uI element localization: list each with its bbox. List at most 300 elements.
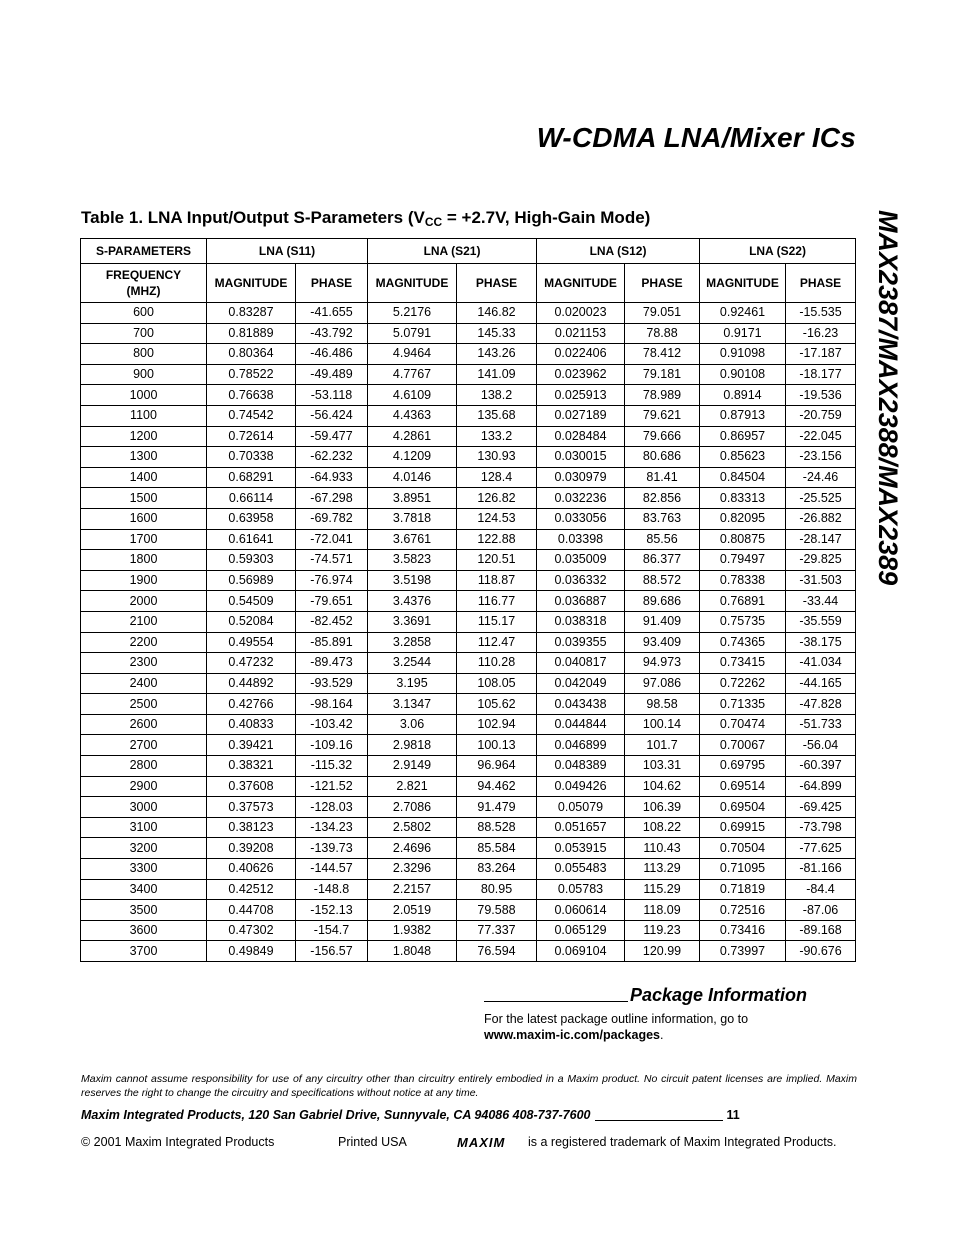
value-cell: 0.038318 [537,611,625,632]
value-cell: 100.13 [457,735,537,756]
value-cell: 0.036887 [537,591,625,612]
frequency-cell: 1900 [81,570,207,591]
frequency-cell: 3300 [81,859,207,880]
value-cell: -47.828 [786,694,856,715]
value-cell: 0.065129 [537,920,625,941]
footer-address-line [81,1108,857,1122]
value-cell: 1.9382 [368,920,457,941]
value-cell: 115.29 [625,879,700,900]
value-cell: 0.03398 [537,529,625,550]
value-cell: 82.856 [625,488,700,509]
frequency-cell: 2100 [81,611,207,632]
trademark-notice: is a registered trademark of Maxim Integrated Products. [528,1135,837,1149]
value-cell: 0.61641 [207,529,296,550]
value-cell: 0.030979 [537,467,625,488]
value-cell: 3.4376 [368,591,457,612]
value-cell: 0.69514 [700,776,786,797]
value-cell: 0.030015 [537,447,625,468]
value-cell: 2.7086 [368,797,457,818]
value-cell: 0.035009 [537,550,625,571]
value-cell: 3.1347 [368,694,457,715]
frequency-cell: 3400 [81,879,207,900]
value-cell: -156.57 [296,941,368,962]
value-cell: 103.31 [625,756,700,777]
package-url-suffix: . [660,1028,664,1042]
frequency-cell: 2500 [81,694,207,715]
frequency-cell: 2200 [81,632,207,653]
table-row [81,879,856,900]
frequency-cell: 2300 [81,653,207,674]
value-cell: -56.424 [296,405,368,426]
table-row [81,673,856,694]
header-s21-magnitude: MAGNITUDE [368,264,457,303]
frequency-cell: 1000 [81,385,207,406]
value-cell: 146.82 [457,303,537,324]
value-cell: 0.055483 [537,859,625,880]
value-cell: 0.37608 [207,776,296,797]
value-cell: -41.034 [786,653,856,674]
value-cell: -89.168 [786,920,856,941]
table-row [81,776,856,797]
value-cell: -28.147 [786,529,856,550]
table-row [81,529,856,550]
value-cell: 118.87 [457,570,537,591]
value-cell: 100.14 [625,714,700,735]
value-cell: 0.66114 [207,488,296,509]
table-row [81,920,856,941]
value-cell: 0.83287 [207,303,296,324]
value-cell: -121.52 [296,776,368,797]
s-parameters-table [80,238,856,962]
value-cell: -85.891 [296,632,368,653]
table-row [81,344,856,365]
value-cell: 0.44892 [207,673,296,694]
value-cell: -79.651 [296,591,368,612]
frequency-cell: 2800 [81,756,207,777]
value-cell: 0.044844 [537,714,625,735]
frequency-cell: 3500 [81,900,207,921]
header-lna-s21: LNA (S21) [368,239,537,264]
value-cell: -84.4 [786,879,856,900]
value-cell: -74.571 [296,550,368,571]
header-s12-phase: PHASE [625,264,700,303]
value-cell: 88.572 [625,570,700,591]
frequency-cell: 3700 [81,941,207,962]
value-cell: 104.62 [625,776,700,797]
maxim-logo [457,1135,519,1152]
table-row [81,900,856,921]
value-cell: 128.4 [457,467,537,488]
frequency-cell: 1300 [81,447,207,468]
value-cell: 0.049426 [537,776,625,797]
frequency-cell: 1800 [81,550,207,571]
printed-usa: Printed USA [338,1135,407,1149]
value-cell: -49.489 [296,364,368,385]
value-cell: -53.118 [296,385,368,406]
value-cell: 0.022406 [537,344,625,365]
value-cell: 0.47302 [207,920,296,941]
value-cell: -41.655 [296,303,368,324]
value-cell: 108.05 [457,673,537,694]
value-cell: -31.503 [786,570,856,591]
value-cell: 0.05783 [537,879,625,900]
value-cell: -35.559 [786,611,856,632]
value-cell: 0.78338 [700,570,786,591]
value-cell: 0.042049 [537,673,625,694]
footer-rule [595,1108,723,1121]
frequency-cell: 1500 [81,488,207,509]
value-cell: 80.95 [457,879,537,900]
value-cell: -20.759 [786,405,856,426]
value-cell: 1.8048 [368,941,457,962]
value-cell: 94.462 [457,776,537,797]
package-information-title: Package Information [630,985,808,1005]
frequency-cell: 1700 [81,529,207,550]
value-cell: 113.29 [625,859,700,880]
value-cell: 0.73997 [700,941,786,962]
package-information-description: For the latest package outline information, go to [484,1012,749,1026]
value-cell: 0.69795 [700,756,786,777]
frequency-cell: 1100 [81,405,207,426]
value-cell: 0.70504 [700,838,786,859]
value-cell: 0.91098 [700,344,786,365]
value-cell: 0.79497 [700,550,786,571]
value-cell: 0.025913 [537,385,625,406]
maxim-logo-text: MAXIM [457,1135,506,1149]
value-cell: -98.164 [296,694,368,715]
value-cell: 0.37573 [207,797,296,818]
value-cell: 0.021153 [537,323,625,344]
value-cell: 0.9171 [700,323,786,344]
value-cell: 0.92461 [700,303,786,324]
package-information-text [484,1011,748,1043]
value-cell: -17.187 [786,344,856,365]
frequency-cell: 2400 [81,673,207,694]
header-frequency [81,264,207,303]
value-cell: 0.74365 [700,632,786,653]
caption-suffix: = +2.7V, High-Gain Mode) [442,208,651,227]
value-cell: 2.3296 [368,859,457,880]
value-cell: 0.42512 [207,879,296,900]
value-cell: 0.82095 [700,508,786,529]
value-cell: 0.046899 [537,735,625,756]
value-cell: 2.0519 [368,900,457,921]
value-cell: 3.5198 [368,570,457,591]
header-lna-s22: LNA (S22) [700,239,856,264]
header-s22-magnitude: MAGNITUDE [700,264,786,303]
value-cell: -134.23 [296,817,368,838]
value-cell: 0.040817 [537,653,625,674]
frequency-cell: 2600 [81,714,207,735]
value-cell: 3.3691 [368,611,457,632]
value-cell: 3.2544 [368,653,457,674]
table-row [81,385,856,406]
value-cell: 0.71095 [700,859,786,880]
value-cell: -69.425 [786,797,856,818]
value-cell: -60.397 [786,756,856,777]
value-cell: 0.76891 [700,591,786,612]
value-cell: 4.7767 [368,364,457,385]
table-row [81,467,856,488]
value-cell: 0.59303 [207,550,296,571]
value-cell: 0.032236 [537,488,625,509]
value-cell: 0.39208 [207,838,296,859]
value-cell: -51.733 [786,714,856,735]
value-cell: 0.52084 [207,611,296,632]
value-cell: -77.625 [786,838,856,859]
value-cell: 86.377 [625,550,700,571]
value-cell: 2.5802 [368,817,457,838]
caption-subscript: CC [424,215,443,229]
value-cell: 0.73415 [700,653,786,674]
value-cell: 2.9149 [368,756,457,777]
caption-prefix: Table 1. LNA Input/Output S-Parameters (V [81,208,425,227]
value-cell: 0.060614 [537,900,625,921]
value-cell: 126.82 [457,488,537,509]
value-cell: -15.535 [786,303,856,324]
value-cell: 81.41 [625,467,700,488]
value-cell: 79.051 [625,303,700,324]
value-cell: -69.782 [296,508,368,529]
table-row [81,303,856,324]
value-cell: -62.232 [296,447,368,468]
value-cell: 0.80364 [207,344,296,365]
value-cell: 120.99 [625,941,700,962]
value-cell: -93.529 [296,673,368,694]
value-cell: 0.036332 [537,570,625,591]
value-cell: 0.49554 [207,632,296,653]
value-cell: 79.588 [457,900,537,921]
value-cell: 0.05079 [537,797,625,818]
table-row [81,488,856,509]
value-cell: 0.39421 [207,735,296,756]
value-cell: 0.86957 [700,426,786,447]
table-group-header-row [81,239,856,264]
value-cell: 4.6109 [368,385,457,406]
value-cell: 0.028484 [537,426,625,447]
value-cell: 0.83313 [700,488,786,509]
value-cell: 79.666 [625,426,700,447]
value-cell: 145.33 [457,323,537,344]
value-cell: -89.473 [296,653,368,674]
value-cell: 5.0791 [368,323,457,344]
value-cell: 0.84504 [700,467,786,488]
value-cell: 2.9818 [368,735,457,756]
header-frequency-line2: (MHZ) [126,284,161,298]
table-row [81,550,856,571]
value-cell: -72.041 [296,529,368,550]
header-s12-magnitude: MAGNITUDE [537,264,625,303]
table-row [81,508,856,529]
table-row [81,405,856,426]
table-caption [81,208,650,229]
value-cell: -59.477 [296,426,368,447]
frequency-cell: 2900 [81,776,207,797]
value-cell: 0.8914 [700,385,786,406]
value-cell: -152.13 [296,900,368,921]
value-cell: 0.043438 [537,694,625,715]
value-cell: -23.156 [786,447,856,468]
frequency-cell: 1400 [81,467,207,488]
value-cell: 91.409 [625,611,700,632]
value-cell: 4.4363 [368,405,457,426]
table-row [81,694,856,715]
value-cell: -73.798 [786,817,856,838]
table-row [81,941,856,962]
frequency-cell: 3100 [81,817,207,838]
value-cell: -82.452 [296,611,368,632]
table-row [81,714,856,735]
frequency-cell: 900 [81,364,207,385]
value-cell: 0.70474 [700,714,786,735]
frequency-cell: 1200 [81,426,207,447]
heading-rule [484,985,628,1002]
value-cell: 3.6761 [368,529,457,550]
value-cell: 0.053915 [537,838,625,859]
value-cell: 0.56989 [207,570,296,591]
value-cell: -38.175 [786,632,856,653]
header-s-parameters: S-PARAMETERS [81,239,207,264]
value-cell: 122.88 [457,529,537,550]
value-cell: 3.2858 [368,632,457,653]
value-cell: 0.069104 [537,941,625,962]
value-cell: 0.63958 [207,508,296,529]
value-cell: 94.973 [625,653,700,674]
value-cell: 112.47 [457,632,537,653]
value-cell: 118.09 [625,900,700,921]
value-cell: 3.8951 [368,488,457,509]
value-cell: 85.584 [457,838,537,859]
value-cell: 2.4696 [368,838,457,859]
table-row [81,611,856,632]
header-s11-phase: PHASE [296,264,368,303]
value-cell: 0.40626 [207,859,296,880]
value-cell: -76.974 [296,570,368,591]
value-cell: 102.94 [457,714,537,735]
value-cell: 105.62 [457,694,537,715]
value-cell: 80.686 [625,447,700,468]
value-cell: -33.44 [786,591,856,612]
table-row [81,756,856,777]
frequency-cell: 3200 [81,838,207,859]
value-cell: 0.90108 [700,364,786,385]
value-cell: 0.54509 [207,591,296,612]
package-url-link[interactable]: www.maxim-ic.com/packages [484,1028,661,1042]
table-body [81,303,856,962]
value-cell: 0.68291 [207,467,296,488]
value-cell: 78.88 [625,323,700,344]
frequency-cell: 3000 [81,797,207,818]
disclaimer: Maxim cannot assume responsibility for use of any circuitry other than circuitry entirely embodied in a Maxim product. No circuit patent licenses are implied. Maxim reserves the right to change the circuitry and specifications without notice at any time. [81,1073,857,1099]
header-lna-s12: LNA (S12) [537,239,700,264]
value-cell: -148.8 [296,879,368,900]
value-cell: -109.16 [296,735,368,756]
value-cell: 143.26 [457,344,537,365]
value-cell: 83.264 [457,859,537,880]
value-cell: 2.821 [368,776,457,797]
value-cell: -43.792 [296,323,368,344]
frequency-cell: 700 [81,323,207,344]
value-cell: 0.051657 [537,817,625,838]
header-s11-magnitude: MAGNITUDE [207,264,296,303]
value-cell: 106.39 [625,797,700,818]
side-part-number-title: MAX2387/MAX2388/MAX2389 [873,210,903,586]
value-cell: 85.56 [625,529,700,550]
table-row [81,838,856,859]
copyright: © 2001 Maxim Integrated Products [81,1135,275,1149]
value-cell: -24.46 [786,467,856,488]
frequency-cell: 800 [81,344,207,365]
value-cell: 0.71819 [700,879,786,900]
value-cell: 0.70067 [700,735,786,756]
value-cell: 0.44708 [207,900,296,921]
value-cell: 4.0146 [368,467,457,488]
value-cell: 0.87913 [700,405,786,426]
value-cell: 97.086 [625,673,700,694]
table-row [81,447,856,468]
value-cell: 93.409 [625,632,700,653]
value-cell: 4.2861 [368,426,457,447]
value-cell: -87.06 [786,900,856,921]
frequency-cell: 3600 [81,920,207,941]
footer-address: Maxim Integrated Products, 120 San Gabriel Drive, Sunnyvale, CA 94086 408-737-7600 [81,1108,591,1122]
frequency-cell: 600 [81,303,207,324]
page-number: 11 [726,1108,740,1122]
value-cell: 0.027189 [537,405,625,426]
value-cell: 0.78522 [207,364,296,385]
value-cell: 135.68 [457,405,537,426]
header-s22-phase: PHASE [786,264,856,303]
frequency-cell: 2000 [81,591,207,612]
value-cell: 98.58 [625,694,700,715]
value-cell: 3.7818 [368,508,457,529]
header-s21-phase: PHASE [457,264,537,303]
value-cell: -67.298 [296,488,368,509]
table-row [81,653,856,674]
value-cell: -44.165 [786,673,856,694]
value-cell: 120.51 [457,550,537,571]
value-cell: -19.536 [786,385,856,406]
table-subheader-row [81,264,856,303]
value-cell: 116.77 [457,591,537,612]
value-cell: 0.49849 [207,941,296,962]
value-cell: 77.337 [457,920,537,941]
table-row [81,364,856,385]
value-cell: 4.9464 [368,344,457,365]
value-cell: 0.76638 [207,385,296,406]
value-cell: 3.06 [368,714,457,735]
value-cell: -154.7 [296,920,368,941]
value-cell: 133.2 [457,426,537,447]
value-cell: 78.412 [625,344,700,365]
table-row [81,570,856,591]
value-cell: 78.989 [625,385,700,406]
value-cell: 0.72516 [700,900,786,921]
value-cell: 0.75735 [700,611,786,632]
value-cell: -25.525 [786,488,856,509]
value-cell: 96.964 [457,756,537,777]
value-cell: -115.32 [296,756,368,777]
value-cell: -29.825 [786,550,856,571]
header-lna-s11: LNA (S11) [207,239,368,264]
value-cell: 138.2 [457,385,537,406]
value-cell: 0.80875 [700,529,786,550]
value-cell: 0.73416 [700,920,786,941]
value-cell: 83.763 [625,508,700,529]
table-row [81,735,856,756]
value-cell: 0.72614 [207,426,296,447]
table-row [81,591,856,612]
